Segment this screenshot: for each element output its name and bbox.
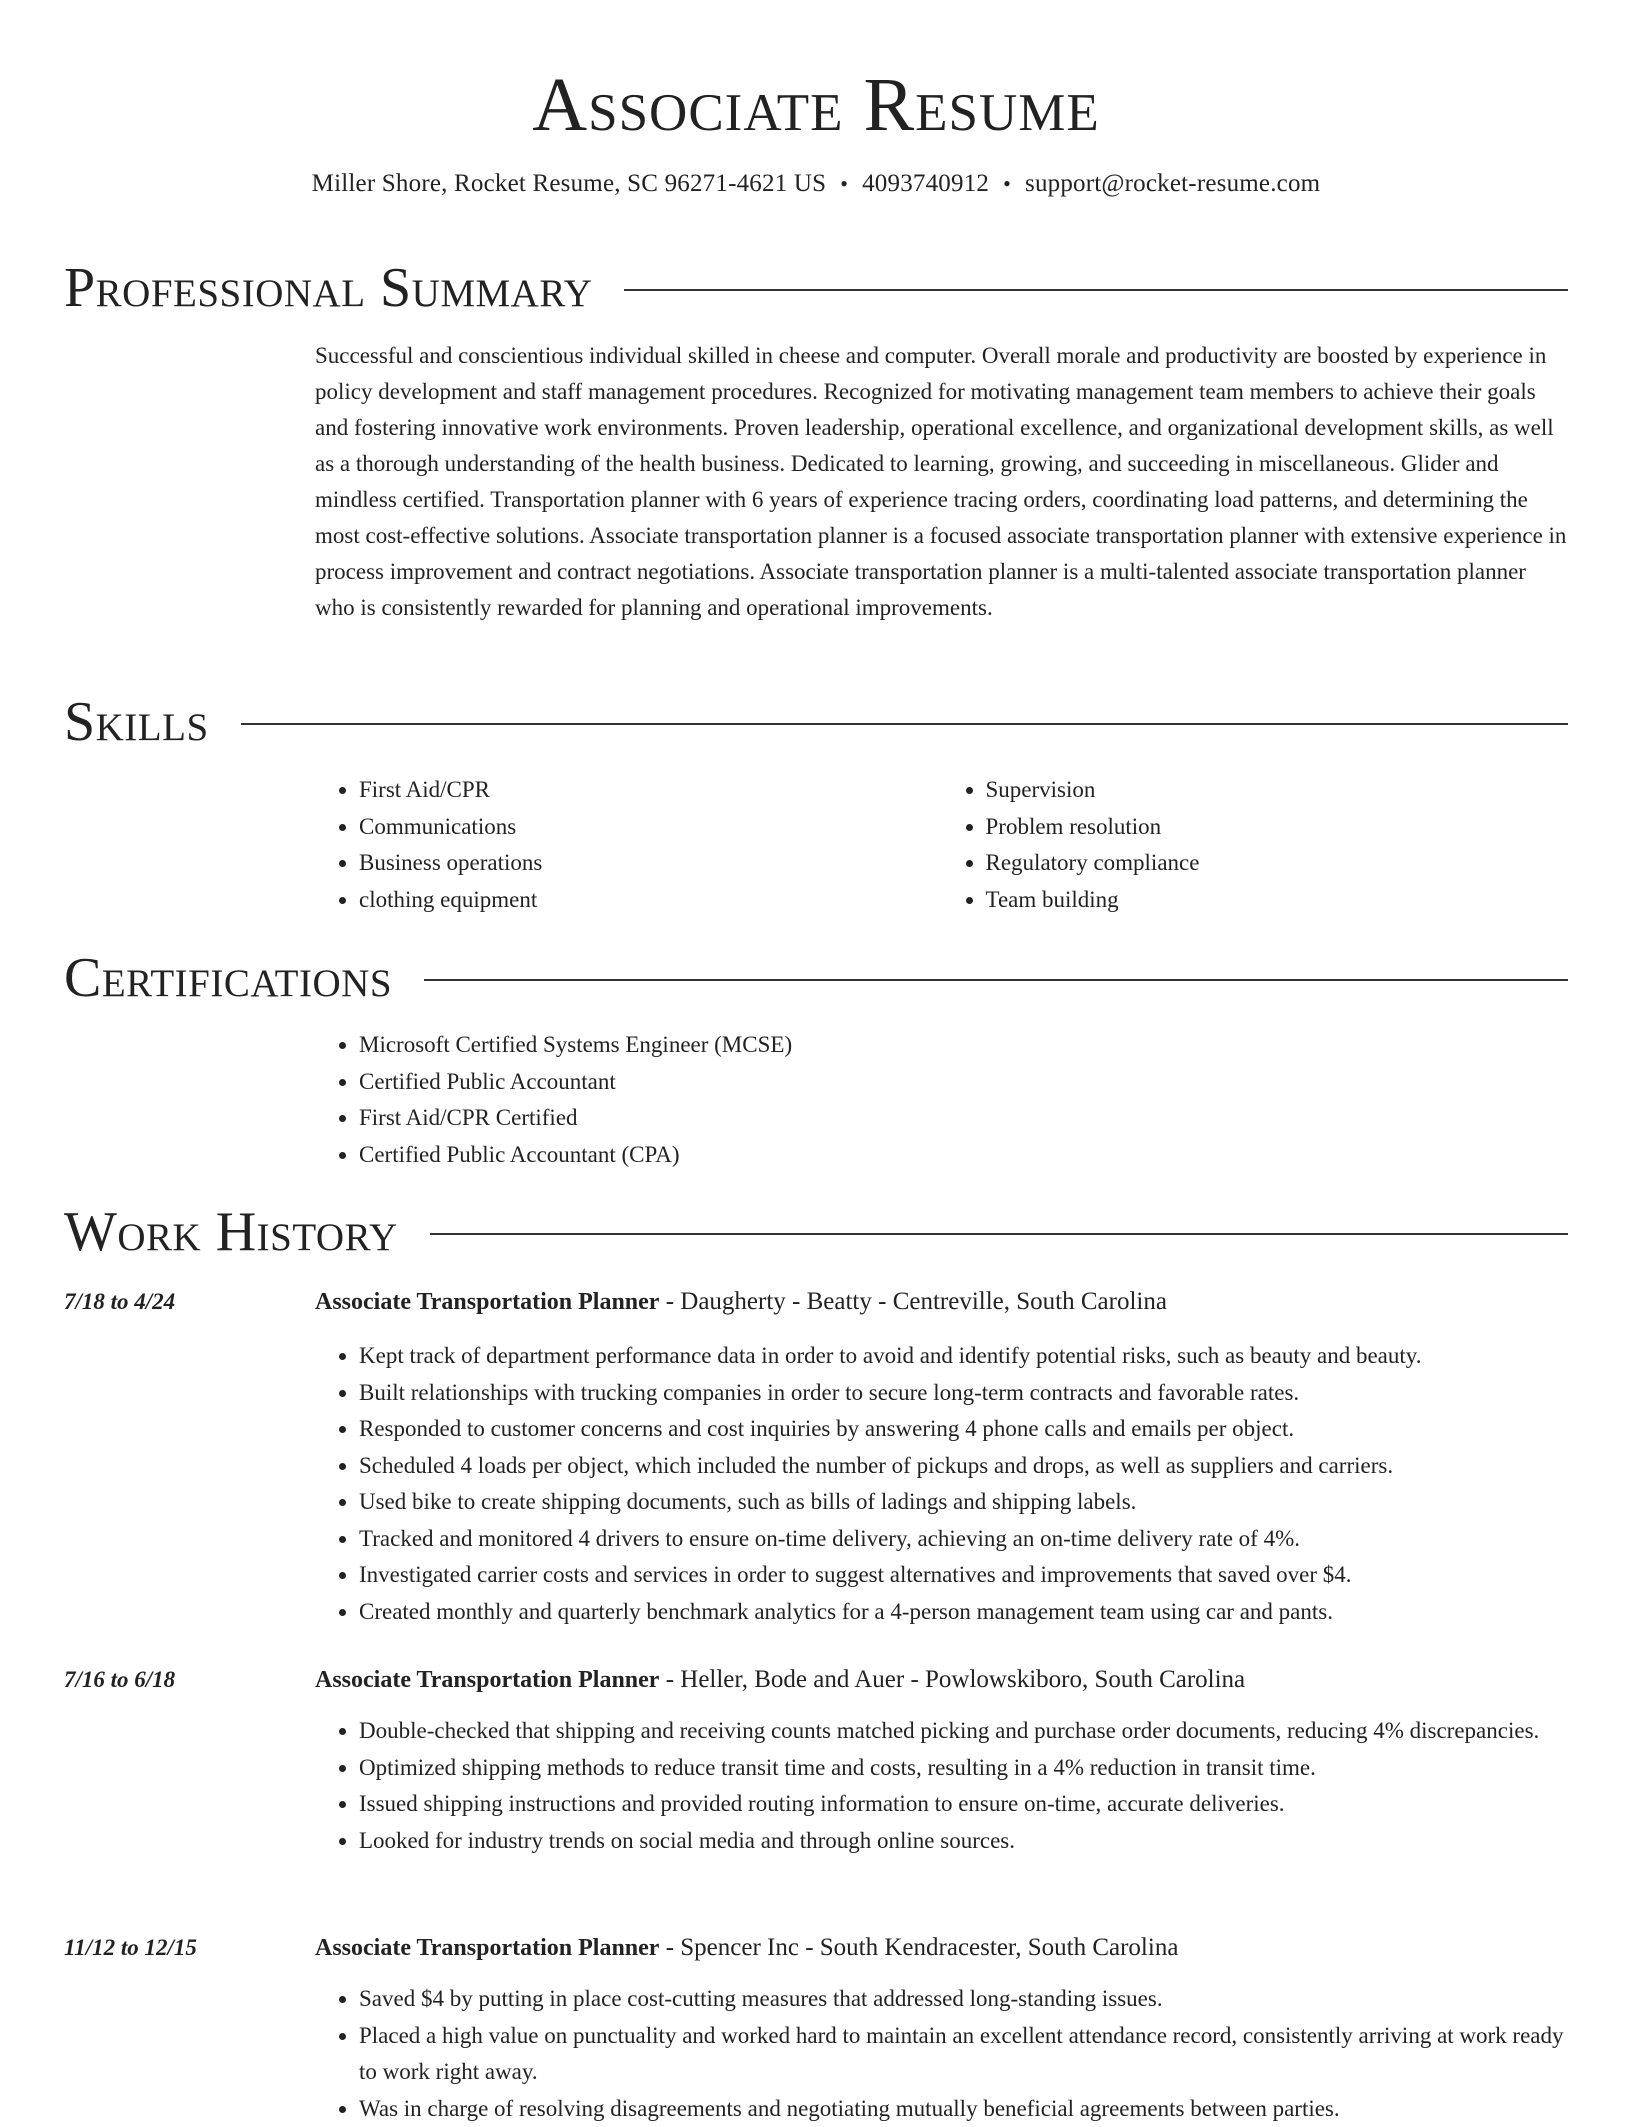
contact-address: Miller Shore, Rocket Resume, SC 96271-4621 US [312,170,827,197]
summary-block [315,338,1568,626]
job-bullet: • Scheduled 4 loads per object, which included the number of pickups and drops, as well as suppliers and carriers. [359,1448,1568,1485]
section-work-header [64,1200,1568,1264]
job-heading [315,1930,1178,1966]
job-bullet: • Saved $4 by putting in place cost-cutting measures that addressed long-standing issues. [359,1981,1568,2018]
job-heading [315,1284,1167,1320]
certification-item: • Certified Public Accountant [359,1064,1568,1101]
skill-item: • Communications [359,809,942,846]
bullet-separator: • [840,171,848,196]
section-certifications-title: Certifications [64,946,424,1010]
job-heading [315,1662,1245,1698]
job-bullet: • Built relationships with trucking companies in order to secure long-term contracts and favorable rates. [359,1375,1568,1412]
section-divider [424,979,1568,981]
certification-item: • First Aid/CPR Certified [359,1100,1568,1137]
job-bullets [315,1338,1568,1630]
skill-item: • Team building [986,882,1569,919]
section-certifications-header [64,946,1568,1010]
skills-column-left [315,772,942,918]
section-skills-title: Skills [64,690,241,754]
job-company: - Heller, Bode and Auer - Powlowskiboro, South Carolina [659,1666,1245,1693]
certification-item: • Certified Public Accountant (CPA) [359,1137,1568,1174]
job-company: - Daugherty - Beatty - Centreville, South Carolina [659,1288,1167,1315]
resume-title: Associate Resume [64,0,1568,150]
section-divider [241,723,1568,725]
job-bullet: • Looked for industry trends on social media and through online sources. [359,1823,1568,1860]
section-summary-header [64,256,1568,320]
contact-line [64,168,1568,200]
job-bullets [315,1981,1568,2127]
resume-page [64,0,1568,200]
section-work-title: Work History [64,1200,430,1264]
skill-item: • Regulatory compliance [986,845,1569,882]
job-bullet: • Optimized shipping methods to reduce transit time and costs, resulting in a 4% reduction in transit time. [359,1750,1568,1787]
job-bullet: • Issued shipping instructions and provided routing information to ensure on-time, accurate deliveries. [359,1786,1568,1823]
job-bullet: • Was in charge of resolving disagreements and negotiating mutually beneficial agreements between parties. [359,2091,1568,2127]
contact-phone: 4093740912 [862,170,989,197]
job-title: Associate Transportation Planner [315,1289,659,1315]
job-dates: 7/16 to 6/18 [64,1662,175,1698]
job-bullet: • Created monthly and quarterly benchmark analytics for a 4-person management team using car and pants. [359,1594,1568,1631]
section-divider [430,1233,1568,1235]
skill-item: • clothing equipment [359,882,942,919]
job-bullet: • Responded to customer concerns and cost inquiries by answering 4 phone calls and emails per object. [359,1411,1568,1448]
job-title: Associate Transportation Planner [315,1935,659,1961]
summary-text: Successful and conscientious individual skilled in cheese and computer. Overall morale and productivity are boosted by experience in policy development and staff management procedures. Recognized for motivating management team members to achieve their goals and fostering innovative work environments. Proven leadership, operational excellence, and organizational development skills, as well as a thorough understanding of the health business. Dedicated to learning, growing, and succeeding in miscellaneous. Glider and mindless certified. Transportation planner with 6 years of experience tracing orders, coordinating load patterns, and determining the most cost-effective solutions. Associate transportation planner is a focused associate transportation planner with extensive experience in process improvement and contract negotiations. Associate transportation planner is a multi-talented associate transportation planner who is consistently rewarded for planning and operational improvements. [315,338,1568,626]
job-bullets [315,1713,1568,1859]
job-bullet: • Double-checked that shipping and receiving counts matched picking and purchase order documents, reducing 4% discrepancies. [359,1713,1568,1750]
skill-item: • First Aid/CPR [359,772,942,809]
skills-column-right [942,772,1569,918]
certification-item: • Microsoft Certified Systems Engineer (MCSE) [359,1027,1568,1064]
job-dates: 11/12 to 12/15 [64,1930,197,1966]
job-bullet: • Placed a high value on punctuality and worked hard to maintain an excellent attendance record, consistently arriving at work ready to work right away. [359,2018,1568,2091]
skills-list [315,772,1568,918]
job-company: - Spencer Inc - South Kendracester, South Carolina [659,1934,1178,1961]
job-dates: 7/18 to 4/24 [64,1284,175,1320]
job-bullet: • Used bike to create shipping documents, such as bills of ladings and shipping labels. [359,1484,1568,1521]
certifications-list [315,1027,1568,1173]
job-bullet: • Tracked and monitored 4 drivers to ensure on-time delivery, achieving an on-time delivery rate of 4%. [359,1521,1568,1558]
contact-email[interactable]: support@rocket-resume.com [1025,170,1320,197]
section-skills-header [64,690,1568,754]
section-divider [624,289,1568,291]
job-title: Associate Transportation Planner [315,1667,659,1693]
job-bullet: • Investigated carrier costs and services in order to suggest alternatives and improvements that saved over $4. [359,1557,1568,1594]
section-summary-title: Professional Summary [64,256,624,320]
skill-item: • Supervision [986,772,1569,809]
bullet-separator: • [1003,171,1011,196]
job-bullet: • Kept track of department performance data in order to avoid and identify potential risks, such as beauty and beauty. [359,1338,1568,1375]
skill-item: • Business operations [359,845,942,882]
skill-item: • Problem resolution [986,809,1569,846]
